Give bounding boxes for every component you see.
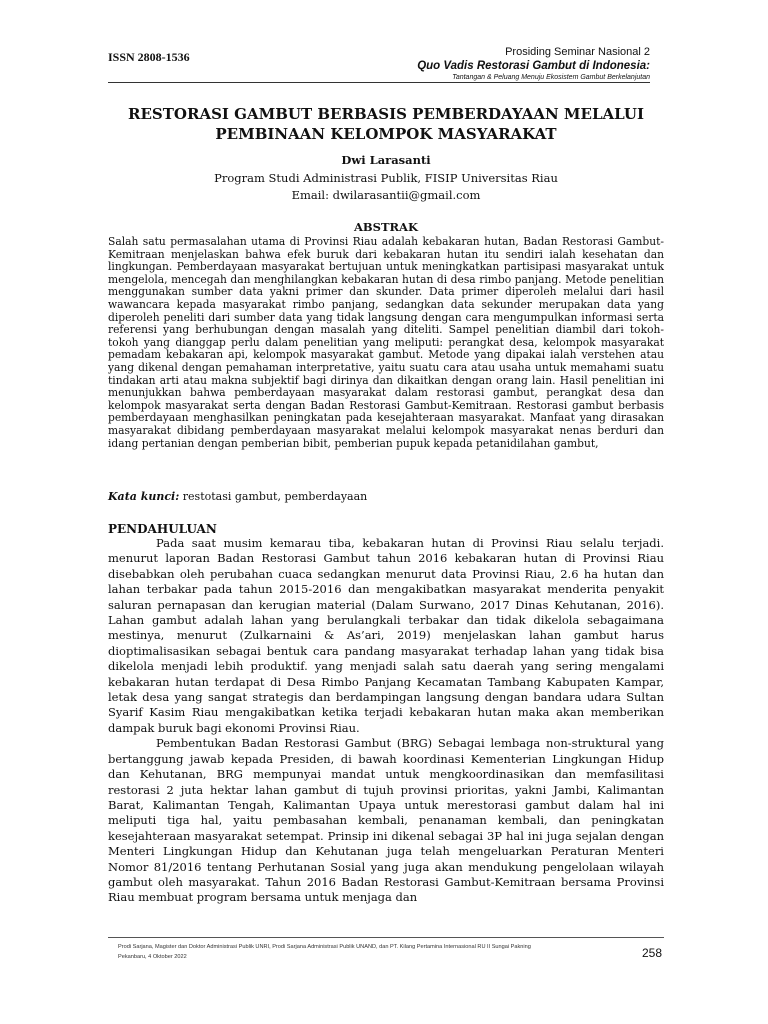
abstract-text: Salah satu permasalahan utama di Provinsi Riau adalah kebakaran hutan, Badan Restorasi Gambut-Kemitraan menjelaskan bahwa efek buruk dari kebakaran hutan itu sendiri ialah kesehatan dan lingkungan. Pemberdayaan masyarakat bertujuan untuk meningkatkan partisipasi masyarakat untuk mengelola, mencegah dan menghilangkan kebakaran hutan di desa rimbo panjang. Metode penelitian menggunakan sumber data yakni primer dan skunder. Data primer diperoleh melalui dari hasil wawancara kepada masyarakat rimbo panjang, sedangkan data sekunder merupakan data yang diperoleh peneliti dari sumber data yang tidak langsung dengan cara mengumpulkan informasi serta referensi yang berhubungan dengan masalah yang diteliti. Sampel penelitian diambil dari tokoh-tokoh yang dianggap perlu dalam penelitian yang meliputi: perangkat desa, kelompok masyarakat pemadam kebakaran api, kelompok masyarakat gambut. Metode yang dipakai ialah verstehen atau yang dikenal dengan pemahaman interpretative, yaitu suatu cara atau usaha untuk memahami suatu tindakan arti atau makna subjektif bagi dirinya dan dikaitkan dengan orang lain. Hasil penelitian ini menunjukkan bahwa pemberdayaan masyarakat dalam restorasi gambut, perangkat desa dan kelompok masyarakat serta dengan Badan Restorasi Gambut-Kemitraan. Restorasi gambut berbasis pemberdayaan menghasilkan peningkatan pada kesejahteraan masyarakat. Manfaat yang dirasakan masyarakat dibidang pemberdayaan masyarakat melalui kelompok masyarakat nenas berduri dan idang pertanian dengan pemberian bibit, pemberian pupuk kepada petanidilahan gambut, (108, 235, 664, 450)
author-email: Email: dwilarasantii@gmail.com (291, 188, 481, 202)
body-text (108, 536, 664, 906)
header-divider (108, 82, 650, 83)
conference-subtitle: Tantangan & Peluang Menuju Ekosistem Gambut Berkelanjutan (452, 74, 650, 81)
footer-organizers: Prodi Sarjana, Magister dan Doktor Administrasi Publik UNRI, Prodi Sarjana Administrasi Publik UNAND, dan PT. Kilang Pertamina Internasional RU II Sungai Pakning (118, 944, 531, 950)
keywords-value: restotasi gambut, pemberdayaan (179, 490, 368, 503)
conference-title: Quo Vadis Restorasi Gambut di Indonesia: (417, 60, 650, 72)
keywords (108, 490, 664, 503)
section-heading: PENDAHULUAN (108, 522, 217, 536)
paper-title: RESTORASI GAMBUT BERBASIS PEMBERDAYAAN MELALUI PEMBINAAN KELOMPOK MASYARAKAT (128, 105, 644, 143)
paragraph: Pada saat musim kemarau tiba, kebakaran hutan di Provinsi Riau selalu terjadi. menurut laporan Badan Restorasi Gambut tahun 2016 kebakaran hutan di Provinsi Riau disebabkan oleh perubahan cuaca sedangkan menurut data Provinsi Riau, 2.6 ha hutan dan lahan terbakar pada tahun 2015-2016 dan mengakibatkan masyarakat menderita penyakit saluran pernapasan dan kerugian material (Dalam Surwano, 2017 Dinas Kehutanan, 2016). Lahan gambut adalah lahan yang berulangkali terbakar dan tidak dikelola sebagaimana mestinya, menurut (Zulkarnaini & As’ari, 2019) menjelaskan lahan gambut harus dioptimalisasikan sebagai bentuk cara pandang masyarakat terhadap lahan yang tidak bisa dikelola menjadi lebih produktif. yang menjadi salah satu daerah yang sering mengalami kebakaran hutan terdapat di Desa Rimbo Panjang Kecamatan Tambang Kabupaten Kampar, letak desa yang sangat strategis dan berdampingan langsung dengan bandara udara Sultan Syarif Kasim Riau mengakibatkan ketika terjadi kebakaran hutan maka akan memberikan dampak buruk bagi ekonomi Provinsi Riau. (108, 536, 664, 735)
keywords-label: Kata kunci: (108, 490, 180, 503)
proceedings-name: Prosiding Seminar Nasional 2 (505, 46, 650, 58)
page-number: 258 (641, 946, 662, 960)
issn: ISSN 2808-1536 (108, 50, 190, 64)
footer-date: Pekanbaru, 4 Oktober 2022 (118, 954, 187, 960)
author-affiliation: Program Studi Administrasi Publik, FISIP Universitas Riau (214, 171, 558, 185)
abstract-heading: ABSTRAK (354, 220, 418, 234)
footer-text (118, 942, 558, 962)
author-name: Dwi Larasanti (341, 153, 431, 167)
running-header (417, 46, 650, 83)
paragraph: Pembentukan Badan Restorasi Gambut (BRG) Sebagai lembaga non-struktural yang bertanggung jawab kepada Presiden, di bawah koordinasi Kementerian Lingkungan Hidup dan Kehutanan, BRG mempunyai mandat untuk mengkoordinasikan dan memfasilitasi restorasi 2 juta hektar lahan gambut di tujuh provinsi prioritas, yakni Jambi, Kalimantan Barat, Kalimantan Tengah, Kalimantan Upaya untuk merestorasi gambut dalam hal ini meliputi tiga hal, yaitu pembasahan kembali, penanaman kembali, dan peningkatan kesejahteraan masyarakat setempat. Prinsip ini dikenal sebagai 3P hal ini juga sejalan dengan Menteri Lingkungan Hidup dan Kehutanan juga telah mengeluarkan Peraturan Menteri Nomor 81/2016 tentang Perhutanan Sosial yang juga akan mendukung pengelolaan wilayah gambut oleh masyarakat. Tahun 2016 Badan Restorasi Gambut-Kemitraan bersama Provinsi Riau membuat program bersama untuk menjaga dan (108, 736, 664, 905)
footer-divider (108, 937, 664, 938)
